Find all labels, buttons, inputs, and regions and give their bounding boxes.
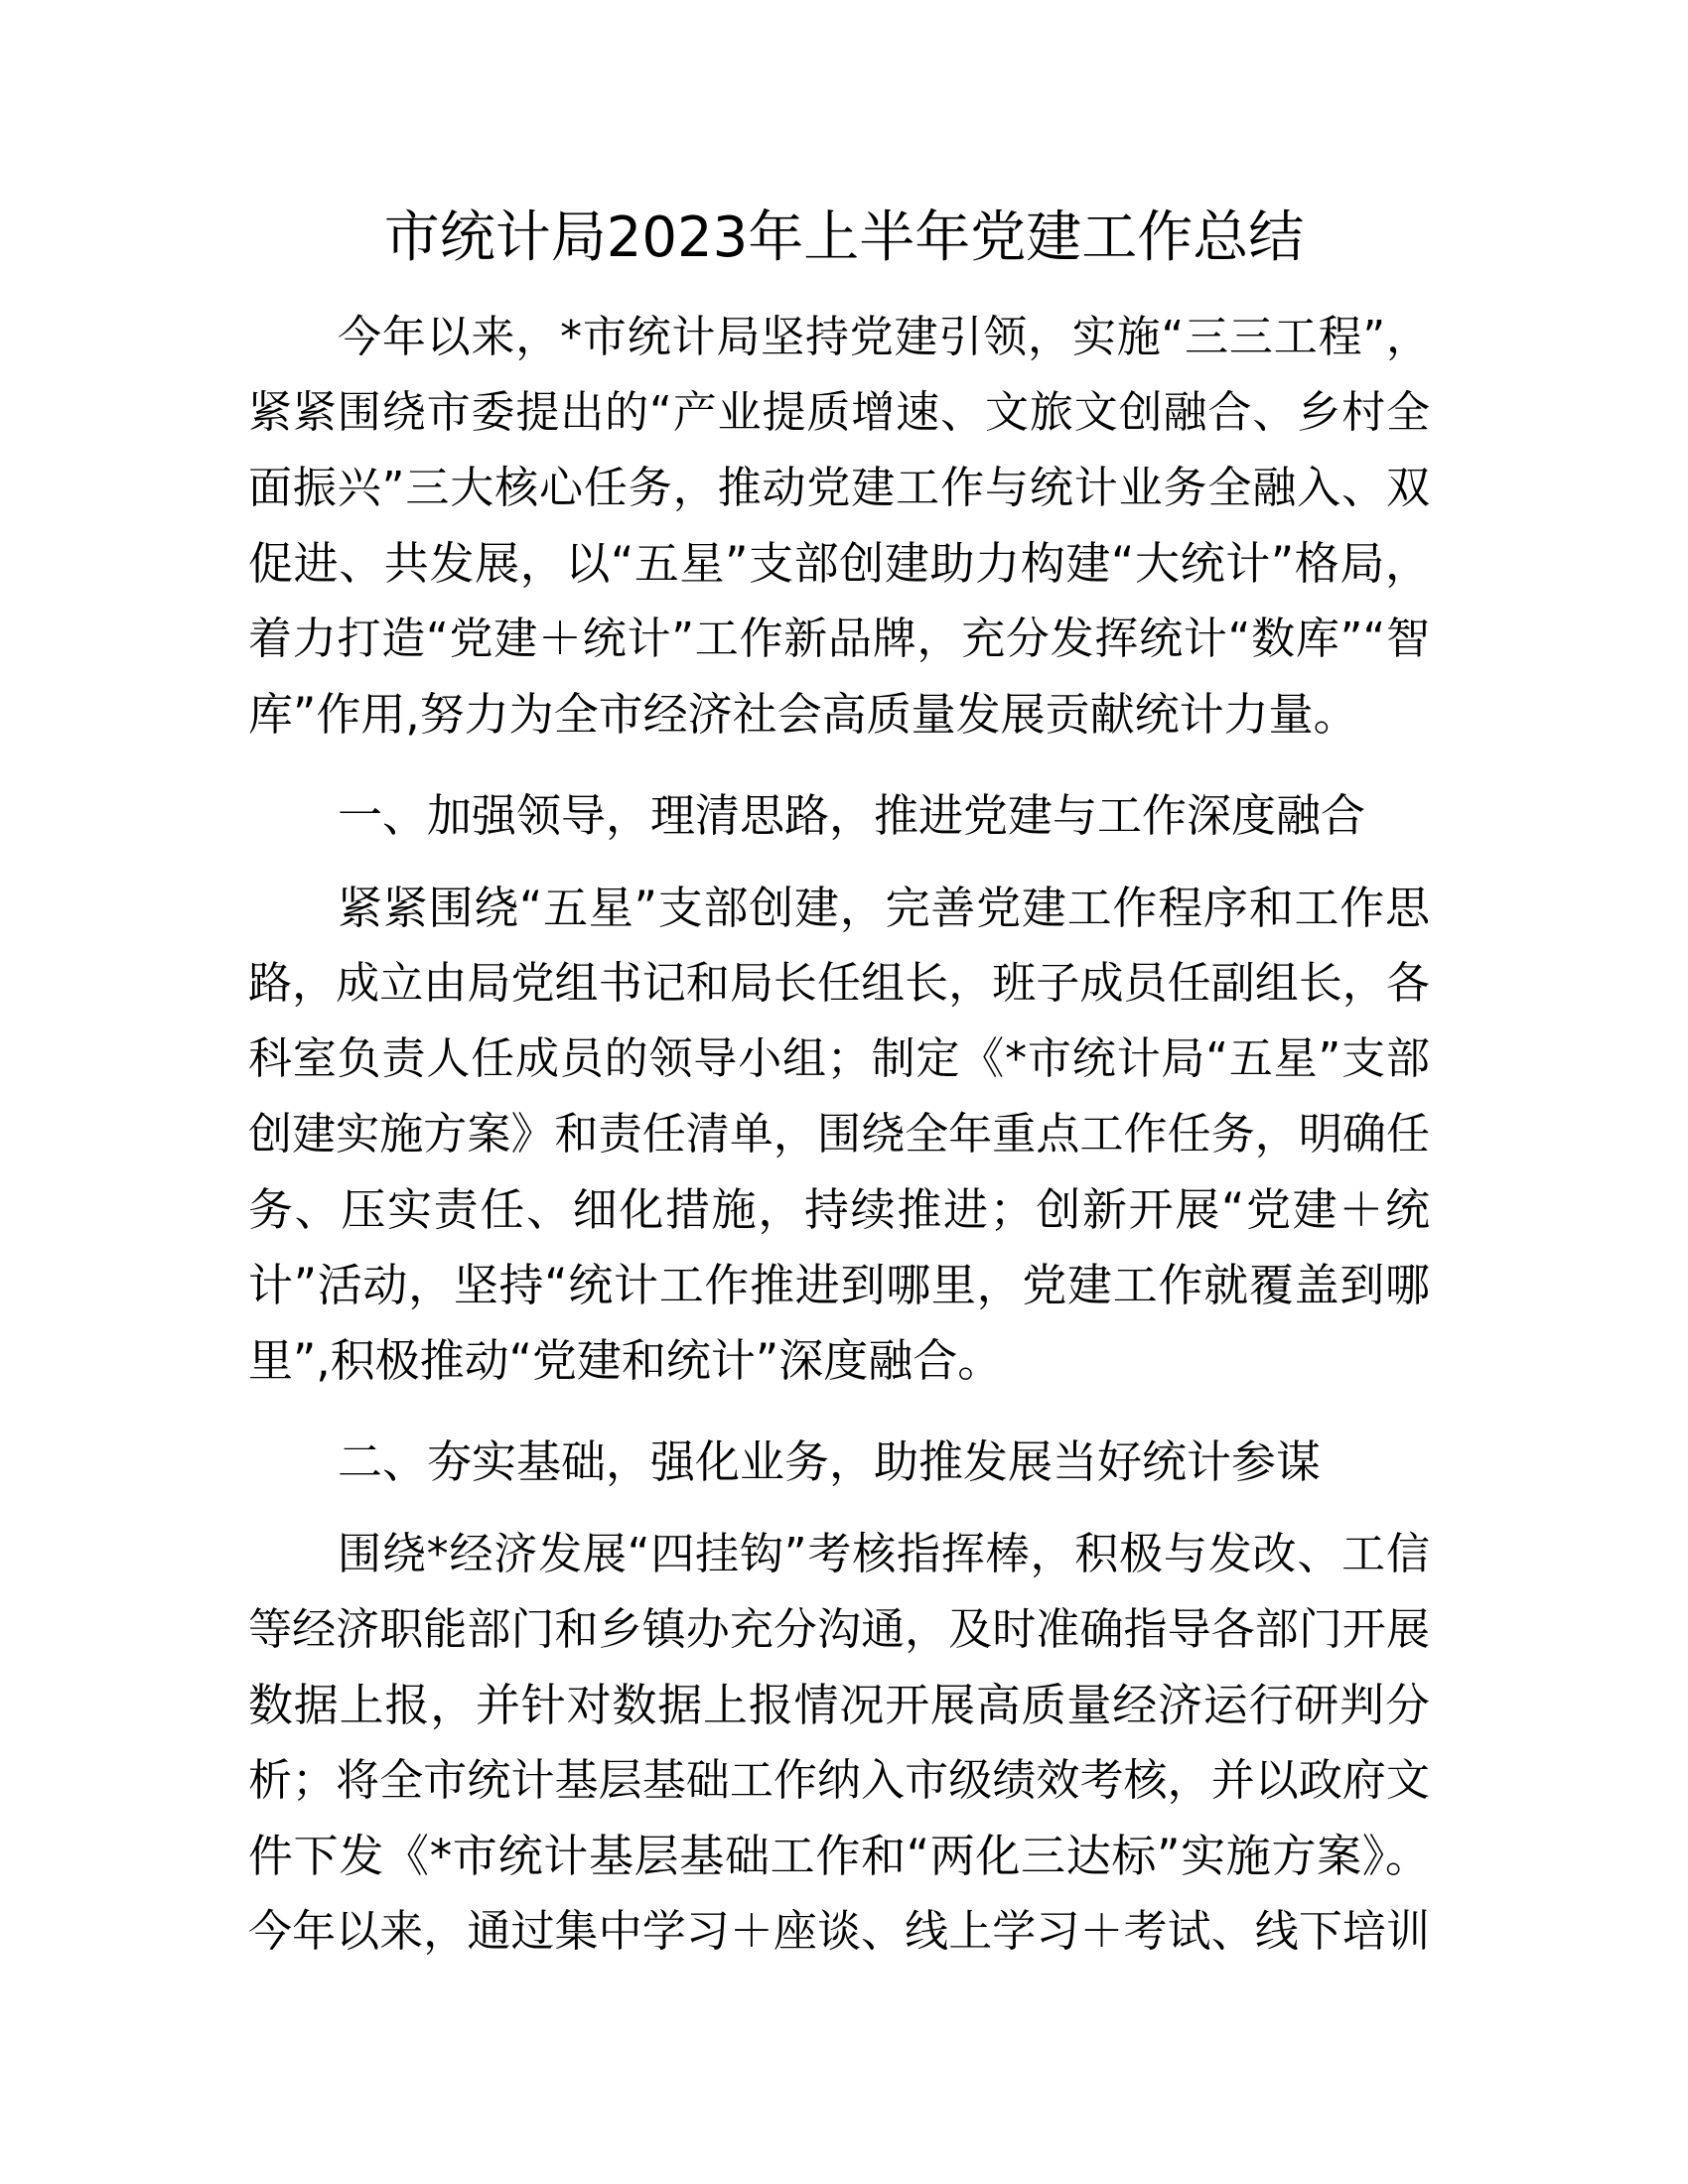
text-line: 紧紧围绕“五星”支部创建，完善党建工作程序和工作思 (338, 882, 1430, 934)
text-line: 库”作用,努力为全市经济社会高质量发展贡献统计力量。 (248, 688, 1358, 741)
document-title: 市统计局2023年上半年党建工作总结 (383, 205, 1305, 270)
text-line: 里”,积极推动“党建和统计”深度融合。 (248, 1334, 1003, 1387)
text-line: 路，成立由局党组书记和局长任组长，班子成员任副组长，各 (248, 958, 1430, 1009)
text-line: 计”活动，坚持“统计工作推进到哪里，党建工作就覆盖到哪 (248, 1259, 1430, 1311)
paragraph-intro (248, 300, 1430, 752)
text-line: 今年以来，通过集中学习＋座谈、线上学习＋考试、线下培训 (248, 1906, 1430, 1957)
text-line: 务、压实责任、细化措施，持续推进；创新开展“党建＋统 (248, 1183, 1430, 1236)
text-line: 围绕*经济发展“四挂钩”考核指挥棒，积极与发改、工信 (338, 1529, 1430, 1579)
paragraph-section-2 (248, 1517, 1430, 1970)
text-line: 着力打造“党建＋统计”工作新品牌，充分发挥统计“数库”“智 (248, 614, 1430, 664)
section-heading-2 (248, 1425, 1430, 1500)
text-line: 等经济职能部门和乡镇办充分沟通，及时准确指导各部门开展 (248, 1604, 1430, 1655)
paragraph-section-1 (248, 871, 1430, 1399)
document-body (248, 300, 1430, 1970)
text-line: 数据上报，并针对数据上报情况开展高质量经济运行研判分 (248, 1679, 1430, 1731)
text-line: 今年以来，*市统计局坚持党建引领，实施“三三工程”， (338, 312, 1430, 362)
text-line: 创建实施方案》和责任清单，围绕全年重点工作任务，明确任 (248, 1109, 1430, 1160)
text-line: 面振兴”三大核心任务，推动党建工作与统计业务全融入、双 (248, 463, 1430, 513)
text-line: 促进、共发展，以“五星”支部创建助力构建“大统计”格局， (248, 537, 1430, 590)
text-line: 件下发《*市统计基层基础工作和“两化三达标”实施方案》。 (248, 1830, 1430, 1882)
text-line: 紧紧围绕市委提出的“产业提质增速、文旅文创融合、乡村全 (248, 387, 1430, 438)
heading-text: 一、加强领导，理清思路，推进党建与工作深度融合 (338, 789, 1366, 842)
text-line: 科室负责人任成员的领导小组；制定《*市统计局“五星”支部 (248, 1033, 1430, 1084)
heading-text: 二、夯实基础，强化业务，助推发展当好统计参谋 (338, 1435, 1322, 1488)
section-heading-1 (248, 778, 1430, 854)
text-line: 析；将全市统计基层基础工作纳入市级绩效考核，并以政府文 (248, 1755, 1430, 1806)
